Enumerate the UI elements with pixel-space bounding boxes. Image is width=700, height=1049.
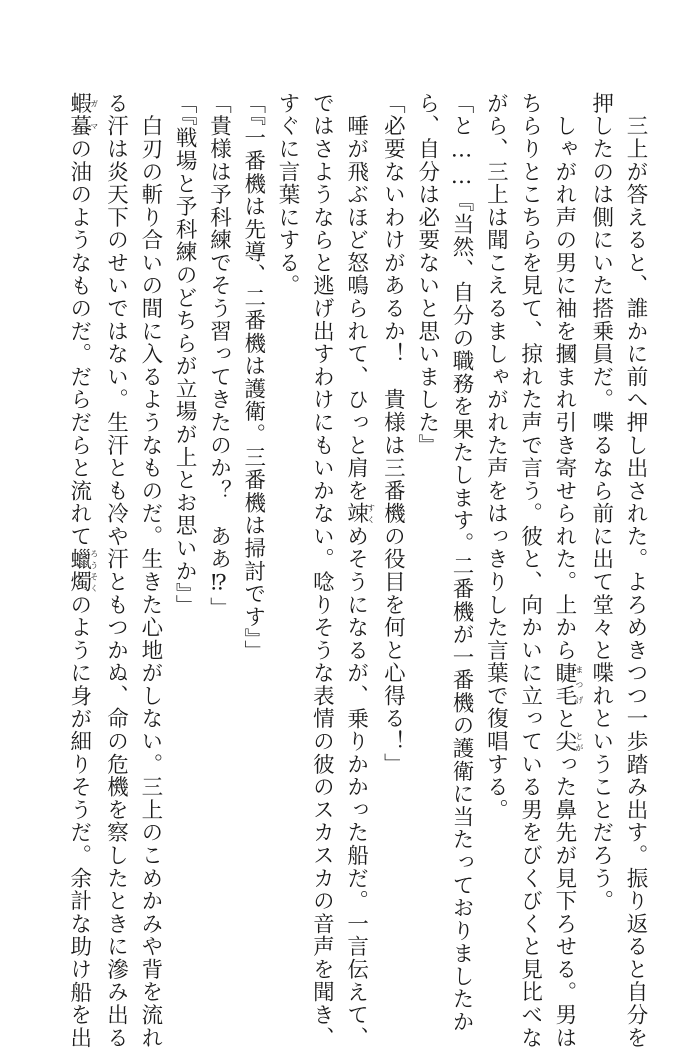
text-line: ちらりとこちらを見て、掠れた声で言う。彼と、向かいに立っている男をびくびくと見比べな xyxy=(517,92,543,1049)
text-line: 「と……『当然、自分の職務を果たします。二番機が一番機の護衛に当たっておりましたか xyxy=(449,92,475,1034)
text-line: 白刃の斬り合いの間に入るようなものだ。生きた心地がしない。三上のこめかみや背を流れ xyxy=(137,92,163,1049)
ruby-word: 睫毛まつげ xyxy=(551,661,584,708)
text-line: 「『一番機は先導、二番機は護衛。三番機は掃討です』」 xyxy=(240,92,266,664)
text-segment: めそうになるが、乗りかかった船だ。一言伝えて、 xyxy=(343,525,369,1049)
text-line: すぐに言葉にする。 xyxy=(275,92,301,298)
text-line xyxy=(338,92,376,1049)
text-line: がら、三上は聞こえるましゃがれた声をはっきりした言葉で復唱する。 xyxy=(483,92,509,822)
text-segment: の油のようなものだ。だらだらと流れて xyxy=(66,137,92,548)
text-segment: しゃがれ声の男に袖を摑まれ引き寄せられた。上から xyxy=(551,92,577,662)
text-line: ら、自分は必要ないと思いました』 xyxy=(414,92,440,457)
text-line: 三上が答えると、誰かに前へ押し出された。よろめきつつ一歩踏み出す。振り返ると自分を xyxy=(623,92,648,1049)
text-segment: 唾が飛ぶほど怒鳴られて、ひっと肩を xyxy=(343,92,369,503)
ruby-word: 蠟燭ろうそく xyxy=(66,547,99,594)
text-line: 「貴様は予科練でそう習ってきたのか？ ああ⁉」 xyxy=(206,92,232,620)
text-line xyxy=(61,92,99,1049)
text-line: 押したのは側にいた搭乗員だ。喋るなら前に出て堂々と喋れということだろう。 xyxy=(588,92,614,913)
text-segment: った鼻先が見下ろせる。男は xyxy=(551,752,577,1049)
text-line xyxy=(547,92,584,1049)
ruby-word: 尖とが xyxy=(551,730,584,753)
text-segment: のように身が細りそうだ。余計な助け船を出 xyxy=(66,593,92,1049)
ruby-word: 蝦蟇ガマ xyxy=(66,92,99,138)
text-line: る汗は炎天下のせいではない。生汗とも冷や汗ともつかぬ、命の危機を察したときに滲み出る xyxy=(103,92,129,1049)
text-line: 「『戦場と予科練のどちらが立場が上とお思いか』」 xyxy=(172,92,198,618)
vertical-text-body xyxy=(42,92,652,1049)
text-line: ではさようならと逃げ出すわけにもいかない。唸りそうな表情の彼のスカスカの音声を聞き、 xyxy=(309,92,335,1049)
text-segment: と xyxy=(551,707,577,731)
text-line: 「必要ないわけがあるか！ 貴様は三番機の役目を何と心得る！」 xyxy=(380,92,406,776)
ruby-word: 竦すく xyxy=(343,502,376,526)
